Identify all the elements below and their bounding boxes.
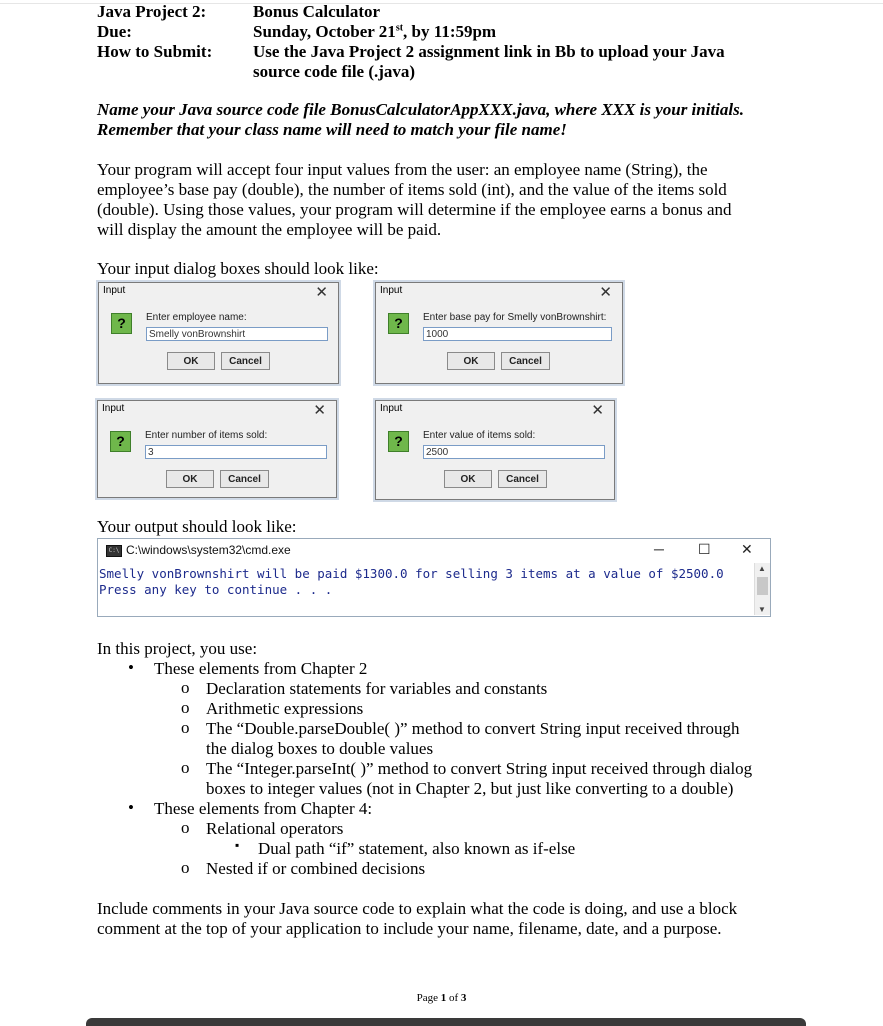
dialog-prompt: Enter employee name: [146,312,247,323]
due-value: Sunday, October 21st, by 11:59pm [253,22,497,41]
dialog-prompt: Enter value of items sold: [423,430,536,441]
project-value: Bonus Calculator [253,2,381,21]
employee-name-input[interactable]: Smelly vonBrownshirt [146,327,328,341]
uses-heading: In this project, you use: [97,639,258,658]
question-icon: ? [388,431,409,452]
circle-bullet-icon: o [181,858,190,877]
ok-button[interactable]: OK [447,352,495,370]
scroll-up-icon[interactable]: ▲ [758,564,766,573]
close-icon[interactable]: ✕ [315,284,328,301]
ok-button[interactable]: OK [444,470,492,488]
ch2-item-declarations: Declaration statements for variables and constants [206,679,548,698]
console-icon: C:\ [106,545,122,557]
close-icon[interactable]: ✕ [599,284,612,301]
bullet-icon: • [128,798,134,817]
close-icon[interactable]: ✕ [313,402,326,419]
console-title: C:\windows\system32\cmd.exe [126,543,291,557]
chapter-2-heading: These elements from Chapter 2 [154,659,368,678]
close-icon[interactable]: ✕ [741,541,753,557]
ch2-item-arithmetic: Arithmetic expressions [206,699,364,718]
dialog-title: Input [380,403,403,414]
question-icon: ? [388,313,409,334]
viewer-bottom-bar [86,1018,806,1026]
ch4-item-nested-if: Nested if or combined decisions [206,859,426,878]
bullet-icon: • [128,658,134,677]
scroll-thumb[interactable] [757,577,768,595]
console-window [97,538,771,617]
ch2-item-parsedouble-2: the dialog boxes to double values [206,739,434,758]
circle-bullet-icon: o [181,758,190,777]
circle-bullet-icon: o [181,678,190,697]
dialog-prompt: Enter base pay for Smelly vonBrownshirt: [423,312,607,323]
base-pay-input[interactable]: 1000 [423,327,612,341]
question-icon: ? [111,313,132,334]
dialog-title: Input [102,403,125,414]
minimize-icon[interactable]: ─ [654,541,664,557]
intro-line-3: (double). Using those values, your program will determine if the employee earns a bonus and [97,200,732,219]
question-icon: ? [110,431,131,452]
close-icon[interactable]: ✕ [591,402,604,419]
console-output-line-2: Press any key to continue . . . [99,582,333,597]
console-output-line-1: Smelly vonBrownshirt will be paid $1300.0 for selling 3 items at a value of $2500.0 [99,566,724,581]
submit-label: How to Submit: [97,42,213,61]
submit-line-1: Use the Java Project 2 assignment link in Bb to upload your Java [253,42,725,61]
scroll-down-icon[interactable]: ▼ [758,605,766,614]
maximize-icon[interactable]: ☐ [698,541,711,557]
cancel-button[interactable]: Cancel [498,470,547,488]
page-footer: Page 1 of 3 [416,992,467,1004]
ch4-item-dual-path-if: Dual path “if” statement, also known as if-else [258,839,576,858]
cancel-button[interactable]: Cancel [220,470,269,488]
submit-line-2: source code file (.java) [253,62,416,81]
cancel-button[interactable]: Cancel [501,352,550,370]
ch4-item-relational: Relational operators [206,819,344,838]
dialogs-heading: Your input dialog boxes should look like: [97,259,379,278]
ch2-item-parseint-1: The “Integer.parseInt( )” method to convert String input received through dialog [206,759,753,778]
input-dialog-items-sold [97,400,337,498]
input-dialog-items-value [375,400,615,500]
project-label: Java Project 2: [97,2,207,21]
naming-note-line-2: Remember that your class name will need to match your file name! [97,120,567,139]
due-label: Due: [97,22,132,41]
circle-bullet-icon: o [181,718,190,737]
dialog-prompt: Enter number of items sold: [145,430,268,441]
items-value-input[interactable]: 2500 [423,445,605,459]
ch2-item-parsedouble-1: The “Double.parseDouble( )” method to convert String input received through [206,719,740,738]
console-scrollbar[interactable] [754,563,770,615]
dialog-title: Input [103,285,126,296]
dialog-title: Input [380,285,403,296]
cancel-button[interactable]: Cancel [221,352,270,370]
naming-note-line-1: Name your Java source code file BonusCalculatorAppXXX.java, where XXX is your initials. [97,100,744,119]
circle-bullet-icon: o [181,698,190,717]
console-title-bar [98,539,770,561]
ch2-item-parseint-2: boxes to integer values (not in Chapter 2, but just like converting to a double) [206,779,734,798]
input-dialog-base-pay [375,282,623,384]
comments-note-line-1: Include comments in your Java source code to explain what the code is doing, and use a block [97,899,738,918]
output-heading: Your output should look like: [97,517,297,536]
input-dialog-name [98,282,339,384]
ok-button[interactable]: OK [167,352,215,370]
ok-button[interactable]: OK [166,470,214,488]
items-sold-input[interactable]: 3 [145,445,327,459]
intro-line-1: Your program will accept four input values from the user: an employee name (String), the [97,160,708,179]
comments-note-line-2: comment at the top of your application to include your name, filename, date, and a purpose. [97,919,722,938]
intro-line-4: will display the amount the employee will be paid. [97,220,442,239]
chapter-4-heading: These elements from Chapter 4: [154,799,373,818]
intro-line-2: employee’s base pay (double), the number of items sold (int), and the value of the items sold [97,180,727,199]
square-bullet-icon: ▪ [235,838,240,852]
circle-bullet-icon: o [181,818,190,837]
